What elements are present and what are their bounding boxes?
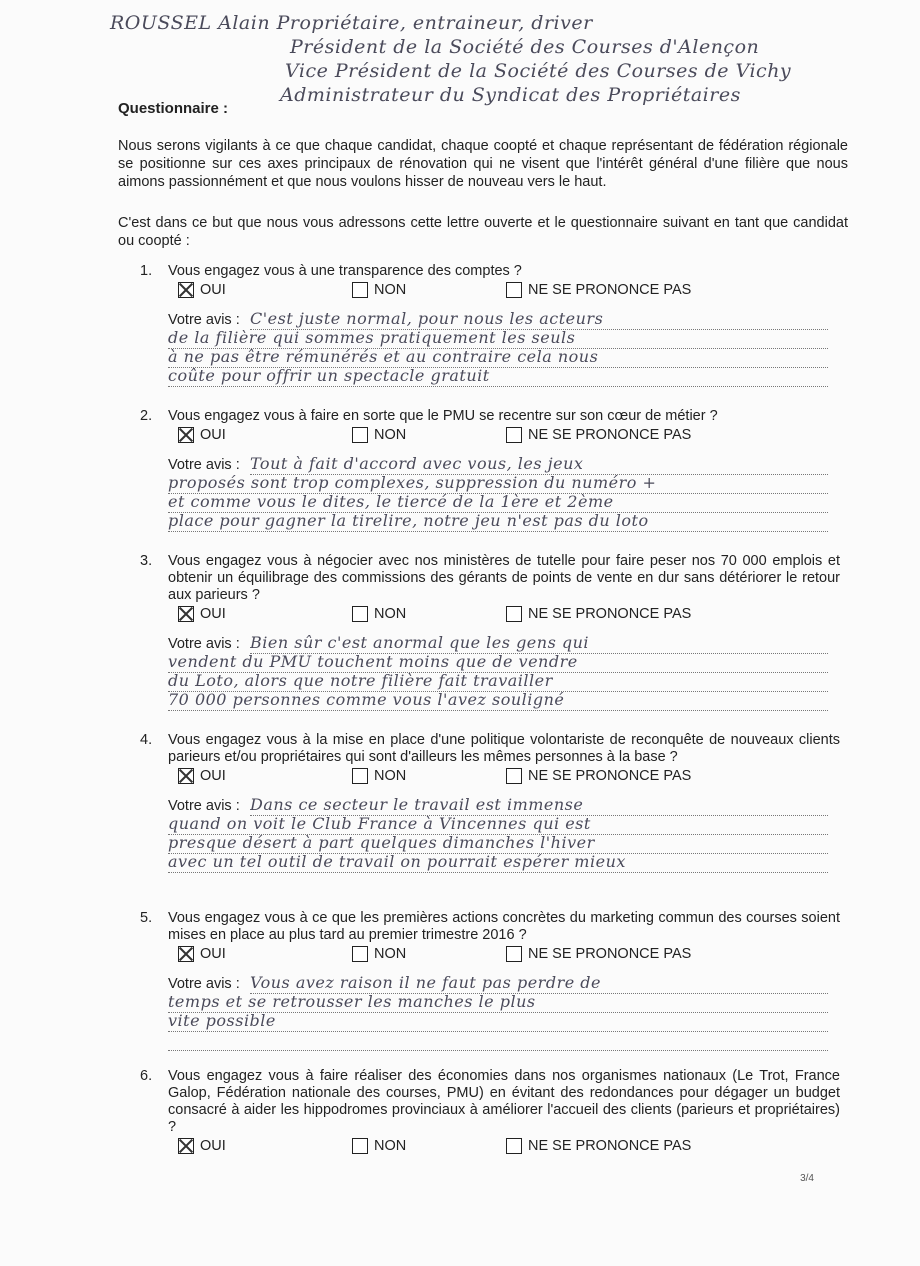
- avis-label: Votre avis :: [168, 312, 240, 328]
- header-line: Vice Président de la Société des Courses de Vichy: [285, 60, 792, 82]
- checked-box-icon[interactable]: [178, 606, 194, 622]
- checkbox-icon[interactable]: [506, 427, 522, 443]
- question-label: Vous engagez vous à faire en sorte que le PMU se recentre sur son cœur de métier ?: [168, 408, 718, 424]
- option-label: OUI: [200, 282, 226, 298]
- header-line: Administrateur du Syndicat des Propriétaires: [280, 84, 741, 106]
- option-label: NON: [374, 427, 407, 443]
- header-line: ROUSSEL Alain Propriétaire, entraineur, driver: [110, 12, 593, 34]
- answer-options: [140, 427, 840, 449]
- handwritten-answer-line[interactable]: quand on voit le Club France à Vincennes qui est: [168, 814, 828, 835]
- option-non[interactable]: [352, 946, 406, 962]
- question-label: Vous engagez vous à faire réaliser des économies dans nos organismes nationaux (Le Trot, France Galop, Fédération nationale des courses, PMU) en évitant des redondances pour dégager un budget consacré à aider les hippodromes provinciaux à améliorer l'accueil des clients (parieurs et propriétaires) ?: [168, 1068, 840, 1135]
- avis-label: Votre avis :: [168, 976, 240, 992]
- handwritten-answer-line[interactable]: C'est juste normal, pour nous les acteurs: [250, 309, 828, 330]
- checkbox-icon[interactable]: [506, 768, 522, 784]
- avis-label: Votre avis :: [168, 457, 240, 473]
- option-label: NON: [374, 946, 407, 962]
- answer-options: [140, 946, 840, 968]
- avis-block: [168, 633, 840, 716]
- option-label: NON: [374, 768, 407, 784]
- checkbox-icon[interactable]: [352, 768, 368, 784]
- handwritten-answer-line[interactable]: de la filière qui sommes pratiquement les seuls: [168, 328, 828, 349]
- option-nspp[interactable]: [506, 946, 691, 962]
- option-label: NON: [374, 282, 407, 298]
- question-number: 5.: [140, 910, 153, 926]
- option-oui[interactable]: [178, 427, 226, 443]
- checkbox-icon[interactable]: [506, 606, 522, 622]
- avis-block: [168, 795, 840, 878]
- handwritten-answer-line[interactable]: Bien sûr c'est anormal que les gens qui: [250, 633, 828, 654]
- option-label: OUI: [200, 768, 226, 784]
- handwritten-answer-line[interactable]: Dans ce secteur le travail est immense: [250, 795, 828, 816]
- checked-box-icon[interactable]: [178, 282, 194, 298]
- avis-label: Votre avis :: [168, 636, 240, 652]
- option-label: NE SE PRONONCE PAS: [528, 606, 692, 622]
- question-number: 2.: [140, 408, 153, 424]
- checkbox-icon[interactable]: [506, 282, 522, 298]
- checked-box-icon[interactable]: [178, 946, 194, 962]
- question-1: [140, 263, 840, 392]
- option-nspp[interactable]: [506, 606, 691, 622]
- option-label: OUI: [200, 1138, 226, 1154]
- option-oui[interactable]: [178, 282, 226, 298]
- option-nspp[interactable]: [506, 1138, 691, 1154]
- question-text: [140, 1068, 840, 1136]
- question-text: [140, 553, 840, 604]
- handwritten-answer-line[interactable]: place pour gagner la tirelire, notre jeu n'est pas du loto: [168, 511, 828, 532]
- option-label: NE SE PRONONCE PAS: [528, 946, 692, 962]
- question-number: 6.: [140, 1068, 153, 1084]
- handwritten-answer-line[interactable]: avec un tel outil de travail on pourrait espérer mieux: [168, 852, 828, 873]
- header-line: Président de la Société des Courses d'Alençon: [290, 36, 760, 58]
- page-number: 3/4: [800, 1173, 814, 1184]
- question-label: Vous engagez vous à la mise en place d'une politique volontariste de reconquête de nouveaux clients parieurs et/ou propriétaires qui sont d'ailleurs les mêmes personnes à la base ?: [168, 732, 840, 765]
- option-label: NE SE PRONONCE PAS: [528, 768, 692, 784]
- option-label: OUI: [200, 427, 226, 443]
- checkbox-icon[interactable]: [506, 946, 522, 962]
- option-label: NE SE PRONONCE PAS: [528, 282, 692, 298]
- option-label: OUI: [200, 946, 226, 962]
- handwritten-answer-line[interactable]: coûte pour offrir un spectacle gratuit: [168, 366, 828, 387]
- handwritten-answer-line[interactable]: du Loto, alors que notre filière fait travailler: [168, 671, 828, 692]
- handwritten-answer-line[interactable]: 70 000 personnes comme vous l'avez souligné: [168, 690, 828, 711]
- page-title: Questionnaire :: [118, 100, 229, 117]
- question-number: 3.: [140, 553, 153, 569]
- checked-box-icon[interactable]: [178, 1138, 194, 1154]
- checkbox-icon[interactable]: [352, 427, 368, 443]
- option-nspp[interactable]: [506, 282, 691, 298]
- intro-paragraph: Nous serons vigilants à ce que chaque candidat, chaque coopté et chaque représentant de fédération régionale se positionne sur ces axes principaux de rénovation qui ne visent que l'intérêt général d'une filière que nous aimons passionnément et que nous voulons hisser de nouveau vers le haut.: [118, 138, 848, 190]
- option-label: NE SE PRONONCE PAS: [528, 1138, 692, 1154]
- handwritten-answer-line[interactable]: Tout à fait d'accord avec vous, les jeux: [250, 454, 828, 475]
- question-label: Vous engagez vous à une transparence des comptes ?: [168, 263, 522, 279]
- intro-paragraph: C'est dans ce but que nous vous adressons cette lettre ouverte et le questionnaire suivant en tant que candidat ou coopté :: [118, 215, 848, 249]
- avis-label: Votre avis :: [168, 798, 240, 814]
- checkbox-icon[interactable]: [352, 282, 368, 298]
- handwritten-answer-line[interactable]: [168, 1030, 828, 1051]
- handwritten-answer-line[interactable]: vite possible: [168, 1011, 828, 1032]
- answer-options: [140, 768, 840, 790]
- question-3: [140, 553, 840, 716]
- handwritten-answer-line[interactable]: à ne pas être rémunérés et au contraire cela nous: [168, 347, 828, 368]
- avis-block: [168, 309, 840, 392]
- option-oui[interactable]: [178, 768, 226, 784]
- question-text: [140, 910, 840, 944]
- avis-block: [168, 454, 840, 537]
- handwritten-answer-line[interactable]: Vous avez raison il ne faut pas perdre de: [250, 973, 828, 994]
- option-oui[interactable]: [178, 606, 226, 622]
- option-non[interactable]: [352, 427, 406, 443]
- option-oui[interactable]: [178, 946, 226, 962]
- question-6: [140, 1068, 840, 1160]
- option-nspp[interactable]: [506, 768, 691, 784]
- question-text: [140, 263, 840, 280]
- option-label: OUI: [200, 606, 226, 622]
- option-non[interactable]: [352, 606, 406, 622]
- question-label: Vous engagez vous à ce que les premières actions concrètes du marketing commun des courses soient mises en place au plus tard au premier trimestre 2016 ?: [168, 910, 840, 943]
- question-text: [140, 408, 840, 425]
- question-5: [140, 910, 840, 1056]
- question-2: [140, 408, 840, 537]
- option-oui[interactable]: [178, 1138, 226, 1154]
- handwritten-answer-line[interactable]: temps et se retrousser les manches le plus: [168, 992, 828, 1013]
- option-nspp[interactable]: [506, 427, 691, 443]
- option-non[interactable]: [352, 282, 406, 298]
- question-number: 4.: [140, 732, 153, 748]
- checkbox-icon[interactable]: [506, 1138, 522, 1154]
- question-text: [140, 732, 840, 766]
- checkbox-icon[interactable]: [352, 1138, 368, 1154]
- answer-options: [140, 1138, 840, 1160]
- question-label: Vous engagez vous à négocier avec nos ministères de tutelle pour faire peser nos 70 000 emplois et obtenir un équilibrage des commissions des gérants de points de vente en dur sans détériorer le retour aux parieurs ?: [168, 553, 840, 603]
- handwritten-answer-line[interactable]: presque désert à part quelques dimanches l'hiver: [168, 833, 828, 854]
- option-non[interactable]: [352, 768, 406, 784]
- option-non[interactable]: [352, 1138, 406, 1154]
- option-label: NON: [374, 606, 407, 622]
- option-label: NE SE PRONONCE PAS: [528, 427, 692, 443]
- option-label: NON: [374, 1138, 407, 1154]
- question-4: [140, 732, 840, 878]
- handwritten-answer-line[interactable]: vendent du PMU touchent moins que de vendre: [168, 652, 828, 673]
- checked-box-icon[interactable]: [178, 768, 194, 784]
- answer-options: [140, 606, 840, 628]
- answer-options: [140, 282, 840, 304]
- checkbox-icon[interactable]: [352, 606, 368, 622]
- avis-block: [168, 973, 840, 1056]
- question-number: 1.: [140, 263, 153, 279]
- checked-box-icon[interactable]: [178, 427, 194, 443]
- checkbox-icon[interactable]: [352, 946, 368, 962]
- handwritten-answer-line[interactable]: et comme vous le dites, le tiercé de la 1ère et 2ème: [168, 492, 828, 513]
- handwritten-answer-line[interactable]: proposés sont trop complexes, suppression du numéro +: [168, 473, 828, 494]
